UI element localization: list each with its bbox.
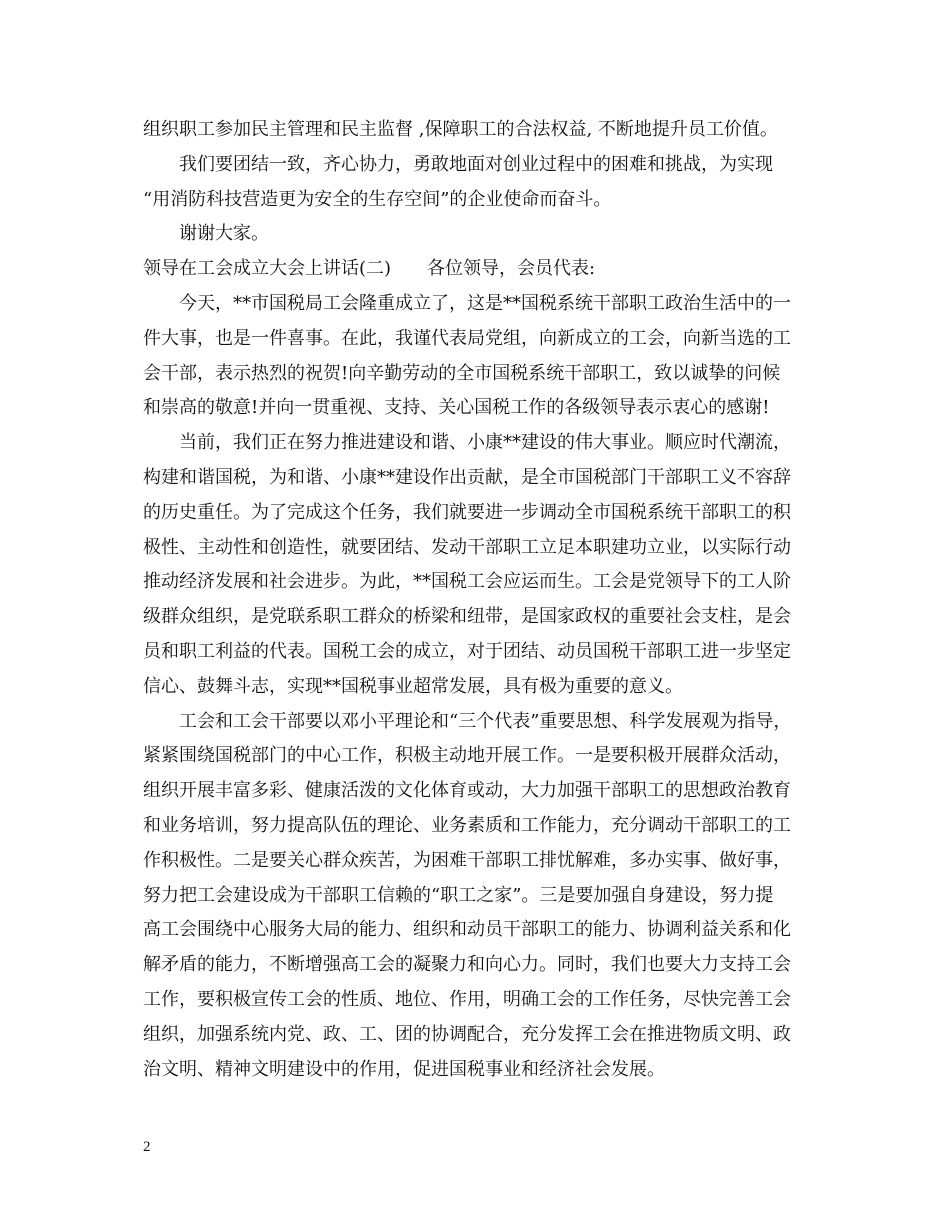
text-line: 努力把工会建设成为干部职工信赖的“职工之家”。三是要加强自身建设，努力提	[143, 884, 774, 906]
text-line: 组织开展丰富多彩、健康活泼的文化体育或动，大力加强干部职工的思想政治教育	[143, 780, 791, 802]
text-line: 组织职工参加民主管理和民主监督 ,保障职工的合法权益, 不断地提升员工价值。	[143, 119, 778, 140]
speech-title: 领导在工会成立大会上讲话(二)	[143, 258, 392, 280]
body-text	[143, 113, 817, 1087]
speech-heading	[143, 252, 817, 287]
text-line: 会干部，表示热烈的祝贺!向辛勤劳动的全市国税系统干部职工，致以诚挚的问候	[143, 362, 781, 384]
paragraph-start: 当前，我们正在努力推进建设和谐、小康**建设的伟大事业。顺应时代潮流，	[179, 432, 791, 454]
text-line: 组织，加强系统内党、政、工、团的协调配合，充分发挥工会在推进物质文明、政	[143, 1023, 791, 1045]
text-line: 件大事，也是一件喜事。在此，我谨代表局党组，向新成立的工会，向新当选的工	[143, 327, 791, 349]
text-line: 推动经济发展和社会进步。为此，**国税工会应运而生。工会是党领导下的工人阶	[143, 571, 791, 593]
text-line: 级群众组织，是党联系职工群众的桥梁和纽带，是国家政权的重要社会支柱，是会	[143, 606, 791, 628]
text-line: 信心、鼓舞斗志，实现**国税事业超常发展，具有极为重要的意义。	[143, 675, 683, 697]
text-line: 构建和谐国税，为和谐、小康**建设作出贡献，是全市国税部门干部职工义不容辞	[143, 466, 791, 488]
text-line: 解矛盾的能力，不断增强高工会的凝聚力和向心力。同时，我们也要大力支持工会	[143, 954, 791, 976]
salutation: 各位领导，会员代表:	[427, 258, 596, 280]
closing-remark: 谢谢大家。	[179, 223, 269, 245]
text-line: 作积极性。二是要关心群众疾苦，为困难干部职工排忧解难，多办实事、做好事，	[143, 849, 791, 871]
page-number: 2	[143, 1139, 151, 1155]
text-line: 和崇高的敬意!并向一贯重视、支持、关心国税工作的各级领导表示衷心的感谢!	[143, 397, 770, 419]
text-line: 员和职工利益的代表。国税工会的成立，对于团结、动员国税干部职工进一步坚定	[143, 640, 791, 662]
text-line: 高工会围绕中心服务大局的能力、组织和动员干部职工的能力、协调利益关系和化	[143, 919, 791, 941]
text-line: 紧紧围绕国税部门的中心工作，积极主动地开展工作。一是要积极开展群众活动，	[143, 745, 791, 767]
text-line: 和业务培训，努力提高队伍的理论、业务素质和工作能力，充分调动干部职工的工	[143, 814, 791, 836]
text-line: 治文明、精神文明建设中的作用，促进国税事业和经济社会发展。	[143, 1058, 665, 1080]
text-line: 的历史重任。为了完成这个任务，我们就要进一步调动全市国税系统干部职工的积	[143, 501, 791, 523]
paragraph-start: 工会和工会干部要以邓小平理论和“三个代表”重要思想、科学发展观为指导，	[179, 710, 792, 732]
text-line: “用消防科技营造更为安全的生存空间”的企业使命而奋斗。	[143, 188, 612, 210]
text-line: 极性、主动性和创造性，就要团结、发动干部职工立足本职建功立业，以实际行动	[143, 536, 791, 558]
paragraph-start: 今天，**市国税局工会隆重成立了，这是**国税系统干部职工政治生活中的一	[179, 292, 791, 314]
text-line: 工作，要积极宣传工会的性质、地位、作用，明确工会的工作任务，尽快完善工会	[143, 988, 791, 1010]
paragraph-start: 我们要团结一致，齐心协力，勇敢地面对创业过程中的困难和挑战，为实现	[179, 153, 773, 175]
